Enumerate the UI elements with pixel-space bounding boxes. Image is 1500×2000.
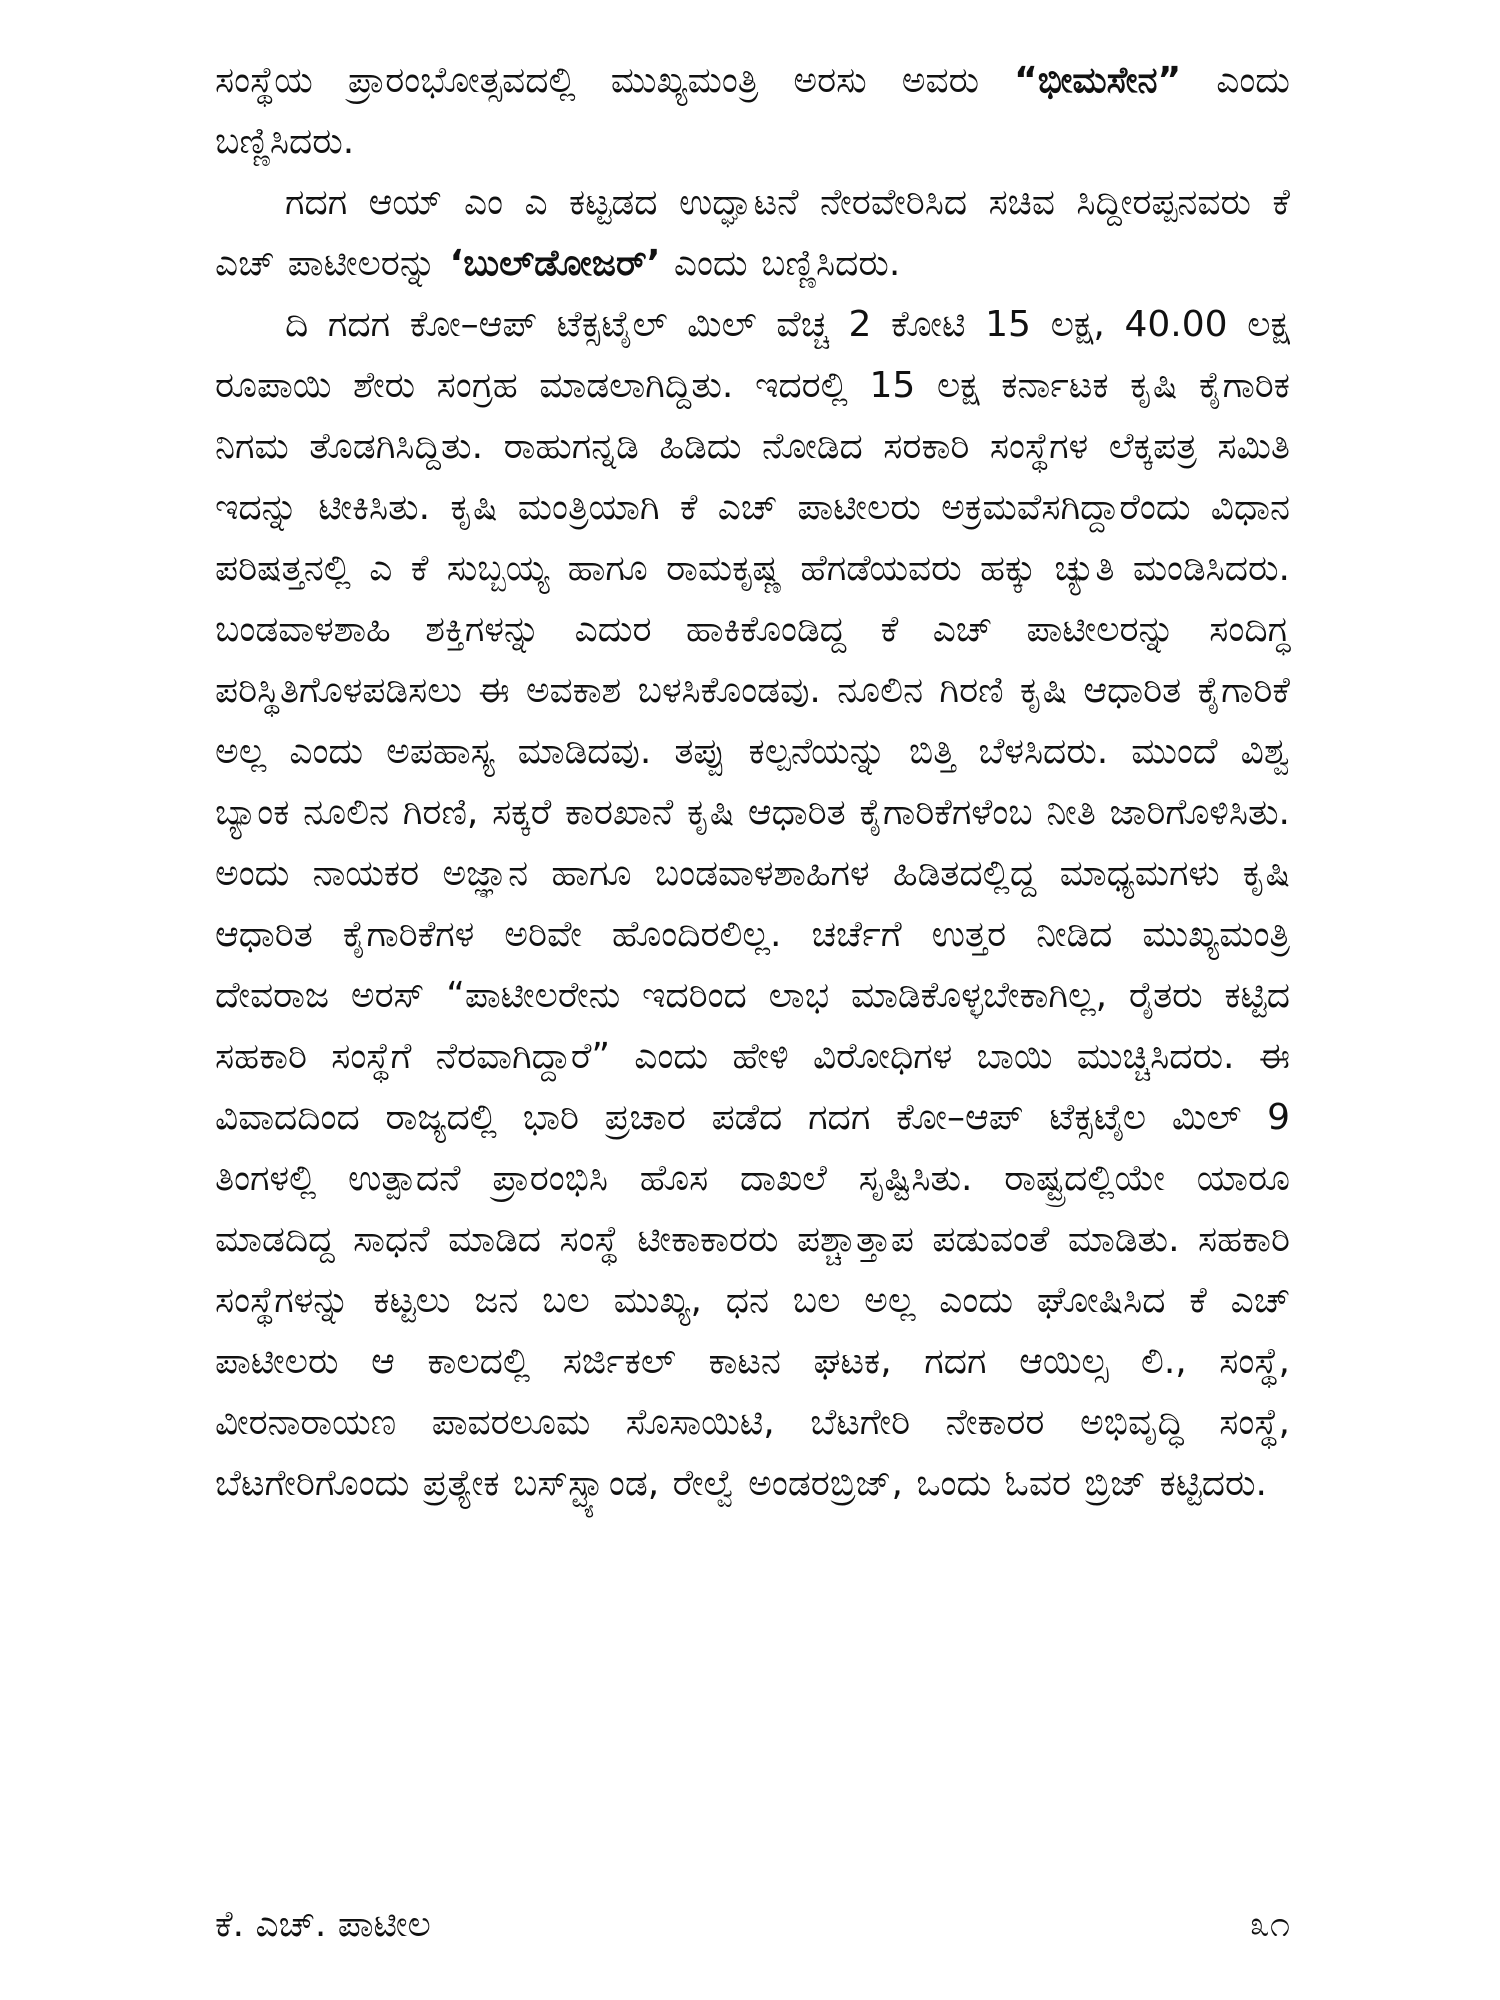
paragraph-1-text-end: ಎಂದು ಬಣ್ಣಿಸಿದರು. <box>215 60 1290 162</box>
paragraph-2-emphasis: ‘ಬುಲ್‌ಡೋಜರ್’ <box>449 243 661 284</box>
paragraph-2-text-end: ಎಂದು ಬಣ್ಣಿಸಿದರು. <box>660 243 901 284</box>
paragraph-1-text-start: ಸಂಸ್ಥೆಯ ಪ್ರಾರಂಭೋತ್ಸವದಲ್ಲಿ ಮುಖ್ಯಮಂತ್ರಿ ಅರಸು ಅವರು <box>215 60 1015 101</box>
paragraph-2-text-start: ಗದಗ ಆಯ್ ಎಂ ಎ ಕಟ್ಟಡದ ಉದ್ಘಾಟನೆ ನೇರವೇರಿಸಿದ ಸಚಿವ ಸಿದ್ದೀರಪ್ಪನವರು ಕೆ ಎಚ್ ಪಾಟೀಲರನ್ನು <box>215 182 1290 284</box>
page-footer <box>215 1900 1290 1950</box>
paragraph-2 <box>215 172 1290 294</box>
page-body <box>215 50 1290 1514</box>
paragraph-1 <box>215 50 1290 172</box>
paragraph-1-emphasis: “ಭೀಮಸೇನ” <box>1014 60 1182 101</box>
page-number: ೩೧ <box>1249 1904 1290 1945</box>
paragraph-3: ದಿ ಗದಗ ಕೋ–ಆಪ್ ಟೆಕ್ಸಟೈಲ್ ಮಿಲ್ ವೆಚ್ಚ 2 ಕೋಟಿ 15 ಲಕ್ಷ, 40.00 ಲಕ್ಷ ರೂಪಾಯಿ ಶೇರು ಸಂಗ್ರಹ ಮಾಡಲಾಗಿದ್ದಿತು. ಇದರಲ್ಲಿ 15 ಲಕ್ಷ ಕರ್ನಾಟಕ ಕೃಷಿ ಕೈಗಾರಿಕ ನಿಗಮ ತೊಡಗಿಸಿದ್ದಿತು. ರಾಹುಗನ್ನಡಿ ಹಿಡಿದು ನೋಡಿದ ಸರಕಾರಿ ಸಂಸ್ಥೆಗಳ ಲೆಕ್ಕಪತ್ರ ಸಮಿತಿ ಇದನ್ನು ಟೀಕಿಸಿತು. ಕೃಷಿ ಮಂತ್ರಿಯಾಗಿ ಕೆ ಎಚ್ ಪಾಟೀಲರು ಅಕ್ರಮವೆಸಗಿದ್ದಾರೆಂದು ವಿಧಾನ ಪರಿಷತ್ತನಲ್ಲಿ ಎ ಕೆ ಸುಬ್ಬಯ್ಯ ಹಾಗೂ ರಾಮಕೃಷ್ಣ ಹೆಗಡೆಯವರು ಹಕ್ಕು ಚ್ಯುತಿ ಮಂಡಿಸಿದರು. ಬಂಡವಾಳಶಾಹಿ ಶಕ್ತಿಗಳನ್ನು ಎದುರ ಹಾಕಿಕೊಂಡಿದ್ದ ಕೆ ಎಚ್ ಪಾಟೀಲರನ್ನು ಸಂದಿಗ್ಧ ಪರಿಸ್ಥಿತಿಗೊಳಪಡಿಸಲು ಈ ಅವಕಾಶ ಬಳಸಿಕೊಂಡವು. ನೂಲಿನ ಗಿರಣಿ ಕೃಷಿ ಆಧಾರಿತ ಕೈಗಾರಿಕೆ ಅಲ್ಲ ಎಂದು ಅಪಹಾಸ್ಯ ಮಾಡಿದವು. ತಪ್ಪು ಕಲ್ಪನೆಯನ್ನು ಬಿತ್ತಿ ಬೆಳಸಿದರು. ಮುಂದೆ ವಿಶ್ವ ಬ್ಯಾಂಕ ನೂಲಿನ ಗಿರಣಿ, ಸಕ್ಕರೆ ಕಾರಖಾನೆ ಕೃಷಿ ಆಧಾರಿತ ಕೈಗಾರಿಕೆಗಳೆಂಬ ನೀತಿ ಜಾರಿಗೊಳಿಸಿತು. ಅಂದು ನಾಯಕರ ಅಜ್ಞಾನ ಹಾಗೂ ಬಂಡವಾಳಶಾಹಿಗಳ ಹಿಡಿತದಲ್ಲಿದ್ದ ಮಾಧ್ಯಮಗಳು ಕೃಷಿ ಆಧಾರಿತ ಕೈಗಾರಿಕೆಗಳ ಅರಿವೇ ಹೊಂದಿರಲಿಲ್ಲ. ಚರ್ಚೆಗೆ ಉತ್ತರ ನೀಡಿದ ಮುಖ್ಯಮಂತ್ರಿ ದೇವರಾಜ ಅರಸ್ “ಪಾಟೀಲರೇನು ಇದರಿಂದ ಲಾಭ ಮಾಡಿಕೊಳ್ಳಬೇಕಾಗಿಲ್ಲ, ರೈತರು ಕಟ್ಟಿದ ಸಹಕಾರಿ ಸಂಸ್ಥೆಗೆ ನೆರವಾಗಿದ್ದಾರೆ” ಎಂದು ಹೇಳಿ ವಿರೋಧಿಗಳ ಬಾಯಿ ಮುಚ್ಚಿಸಿದರು. ಈ ವಿವಾದದಿಂದ ರಾಜ್ಯದಲ್ಲಿ ಭಾರಿ ಪ್ರಚಾರ ಪಡೆದ ಗದಗ ಕೋ–ಆಪ್ ಟೆಕ್ಸಟೈಲ ಮಿಲ್ 9 ತಿಂಗಳಲ್ಲಿ ಉತ್ಪಾದನೆ ಪ್ರಾರಂಭಿಸಿ ಹೊಸ ದಾಖಲೆ ಸೃಷ್ಟಿಸಿತು. ರಾಷ್ಟ್ರದಲ್ಲಿಯೇ ಯಾರೂ ಮಾಡದಿದ್ದ ಸಾಧನೆ ಮಾಡಿದ ಸಂಸ್ಥೆ ಟೀಕಾಕಾರರು ಪಶ್ಚಾತ್ತಾಪ ಪಡುವಂತೆ ಮಾಡಿತು. ಸಹಕಾರಿ ಸಂಸ್ಥೆಗಳನ್ನು ಕಟ್ಟಲು ಜನ ಬಲ ಮುಖ್ಯ, ಧನ ಬಲ ಅಲ್ಲ ಎಂದು ಘೋಷಿಸಿದ ಕೆ ಎಚ್ ಪಾಟೀಲರು ಆ ಕಾಲದಲ್ಲಿ ಸರ್ಜಿಕಲ್ ಕಾಟನ ಘಟಕ, ಗದಗ ಆಯಿಲ್ಸ ಲಿ., ಸಂಸ್ಥೆ, ವೀರನಾರಾಯಣ ಪಾವರಲೂಮ ಸೊಸಾಯಿಟಿ, ಬೆಟಗೇರಿ ನೇಕಾರರ ಅಭಿವೃದ್ಧಿ ಸಂಸ್ಥೆ, ಬೆಟಗೇರಿಗೊಂದು ಪ್ರತ್ಯೇಕ ಬಸ್‌ಸ್ಟ್ಯಾಂಡ, ರೇಲ್ವೆ ಅಂಡರಬ್ರಿಜ್, ಒಂದು ಓವರ ಬ್ರಿಜ್ ಕಟ್ಟಿದರು. <box>215 304 1290 1504</box>
running-title: ಕೆ. ಎಚ್. ಪಾಟೀಲ <box>215 1904 431 1945</box>
